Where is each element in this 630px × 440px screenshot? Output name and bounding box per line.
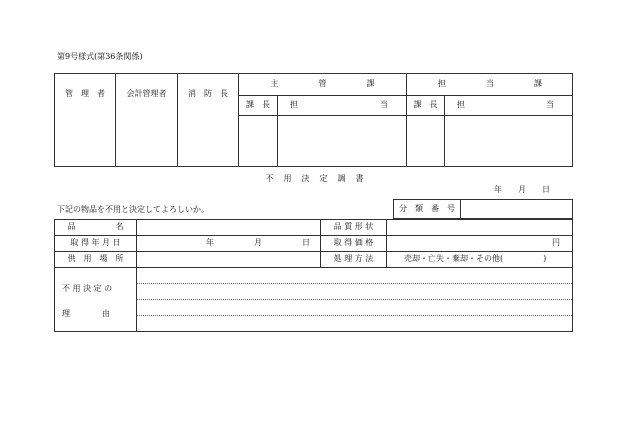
kanrisha-label: 管 理 者 (65, 89, 105, 98)
shutoku-kakaku-label: 取 得 価 格 (333, 238, 374, 247)
date-label: 年 月 日 (494, 185, 550, 194)
shukan-tan-label: 担 (290, 100, 298, 109)
yen-unit: 円 (552, 238, 560, 247)
shutoku-nengappi-label: 取 得 年 月 日 (70, 238, 121, 247)
bunrui-bangou-label: 分 類 番 号 (399, 204, 455, 213)
shukan-kachou-label: 課 長 (246, 100, 270, 109)
fuyou-kettei-no-label: 不 用 決 定 の (62, 284, 113, 293)
form-number: 第9号様式(第36条関係) (57, 52, 143, 61)
tantou-kachou-label: 課 長 (413, 100, 438, 109)
shukan-tou-label: 当 (380, 100, 388, 109)
intro-text: 下記の物品を不用と決定してよろしいか。 (57, 205, 209, 214)
shutoku-date-values: 年 月 日 (206, 238, 310, 247)
shori-options: 売却・亡失・棄却・その他( ) (404, 254, 547, 263)
tantou-tou-label: 当 (546, 100, 554, 109)
shukan-ka-label: 主 管 課 (270, 79, 375, 88)
shori-houhou-label: 処 理 方 法 (333, 254, 374, 263)
document-title: 不 用 決 定 調 書 (265, 174, 365, 183)
hinshitsu-keijou-label: 品 質 形 状 (333, 222, 374, 231)
kaikei-kanrisha-label: 会計管理者 (126, 89, 167, 98)
tantou-ka-label: 担 当 課 (438, 79, 542, 88)
kyouyou-basho-label: 供 用 場 所 (67, 254, 124, 263)
tantou-tan-label: 担 (457, 100, 465, 109)
shoubouchou-label: 消 防 長 (188, 89, 228, 98)
riyuu-label: 理 由 (62, 309, 110, 318)
hinmei-label: 品 名 (67, 222, 124, 231)
